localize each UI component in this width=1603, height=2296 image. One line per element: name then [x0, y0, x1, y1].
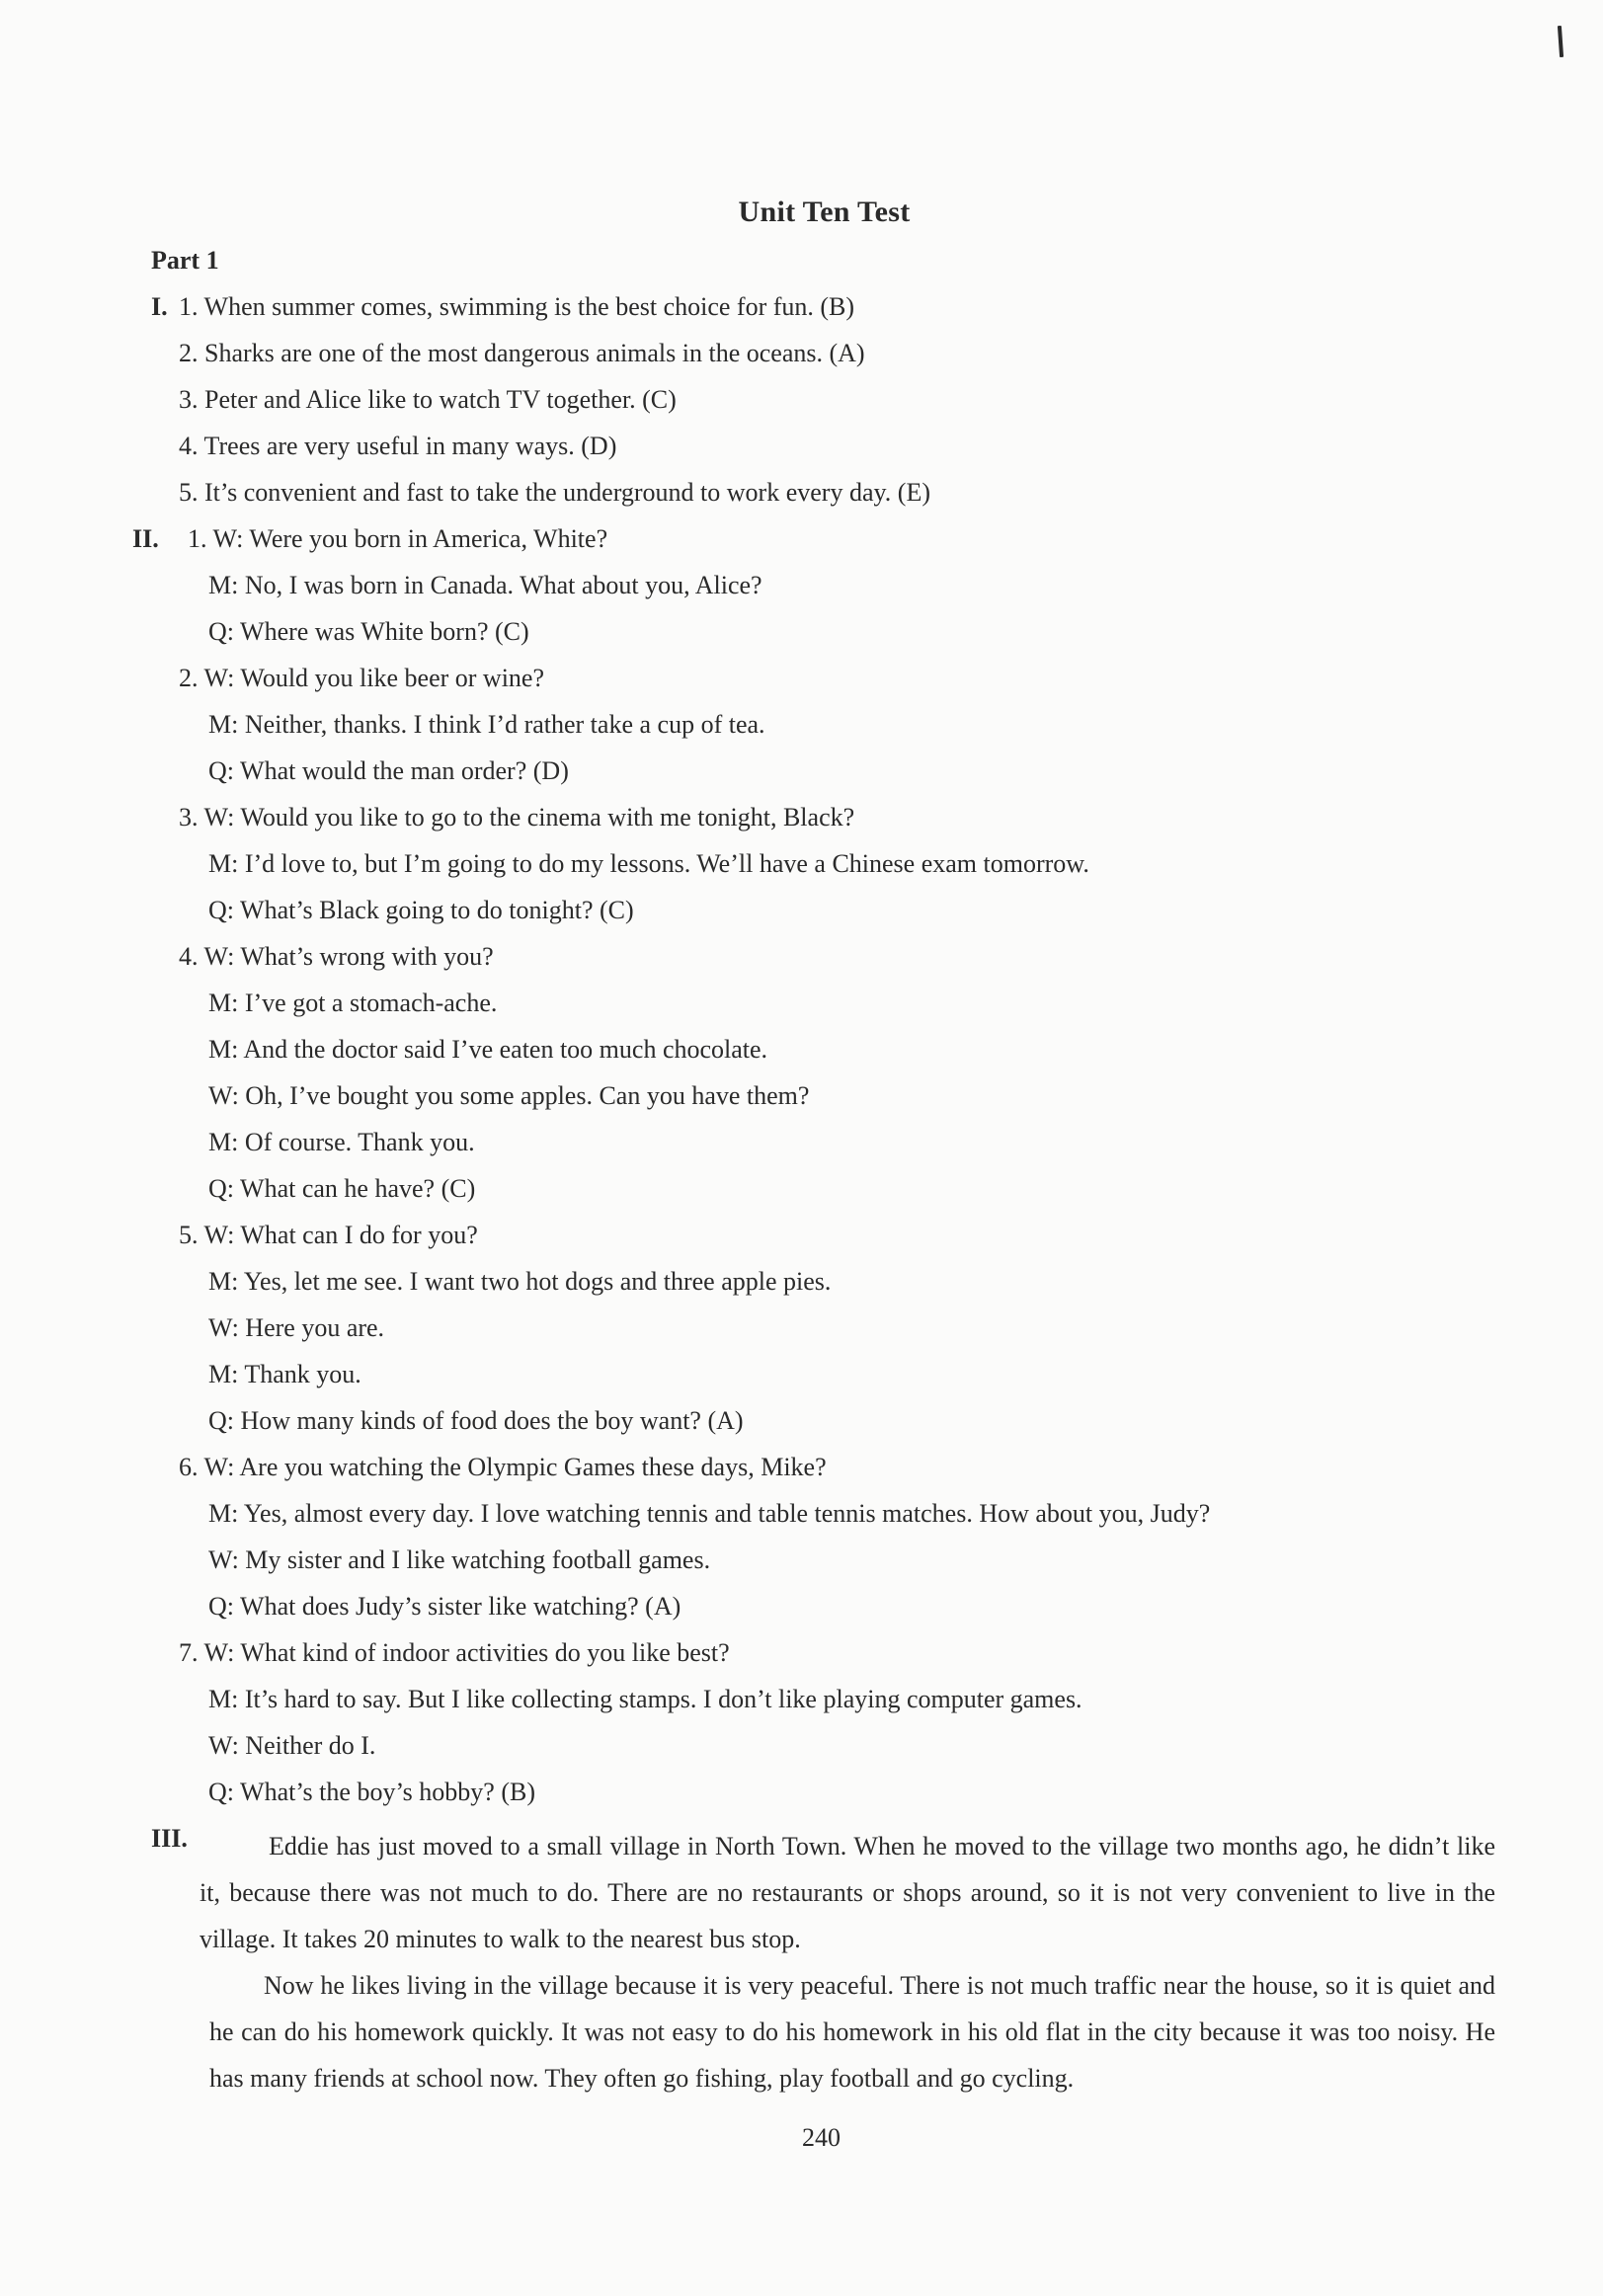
dialogue-line: W: My sister and I like watching football games. [208, 1545, 711, 1574]
dialogue-line: M: Neither, thanks. I think I’d rather take a cup of tea. [208, 710, 765, 739]
dialogue-line: 2. W: Would you like beer or wine? [179, 664, 545, 692]
section-1-item: 2. Sharks are one of the most dangerous animals in the oceans. (A) [179, 339, 865, 367]
dialogue-line: 1. W: Were you born in America, White? [188, 524, 608, 553]
dialogue-line: 5. W: What can I do for you? [179, 1221, 478, 1249]
dialogue-line: 4. W: What’s wrong with you? [179, 942, 494, 971]
dialogue-line: M: No, I was born in Canada. What about you, Alice? [208, 571, 762, 599]
section-2-numeral: II. [132, 524, 159, 553]
dialogue-line: M: Yes, almost every day. I love watching tennis and table tennis matches. How about you, Judy? [208, 1499, 1211, 1528]
section-3-numeral: III. [151, 1824, 188, 1853]
dialogue-line: W: Oh, I’ve bought you some apples. Can you have them? [208, 1081, 810, 1110]
dialogue-line: M: I’d love to, but I’m going to do my lessons. We’ll have a Chinese exam tomorrow. [208, 849, 1089, 878]
part-heading: Part 1 [151, 246, 219, 275]
section-1-item: 1. When summer comes, swimming is the best choice for fun. (B) [179, 292, 855, 321]
section-1-numeral: I. [151, 292, 168, 321]
passage-paragraph: Eddie has just moved to a small village in North Town. When he moved to the village two months ago, he didn’t like it, because there was not much to do. There are no restaurants or shops around, so it is not very convenient to live in the village. It takes 20 minutes to walk to the nearest bus stop. [200, 1832, 1495, 1953]
section-1-item: 3. Peter and Alice like to watch TV together. (C) [179, 385, 677, 414]
dialogue-line: 6. W: Are you watching the Olympic Games these days, Mike? [179, 1453, 827, 1481]
page-number: 240 [802, 2123, 841, 2152]
dialogue-line: 3. W: Would you like to go to the cinema with me tonight, Black? [179, 803, 855, 831]
dialogue-line: W: Neither do I. [208, 1731, 376, 1760]
dialogue-line: M: And the doctor said I’ve eaten too much chocolate. [208, 1035, 768, 1064]
page-title: Unit Ten Test [738, 196, 911, 228]
dialogue-line: 7. W: What kind of indoor activities do you like best? [179, 1638, 730, 1667]
dialogue-line: Q: What would the man order? (D) [208, 756, 569, 785]
section-1-item: 4. Trees are very useful in many ways. (D) [179, 432, 617, 460]
dialogue-line: M: It’s hard to say. But I like collecting stamps. I don’t like playing computer games. [208, 1685, 1082, 1713]
dialogue-line: Q: How many kinds of food does the boy want? (A) [208, 1406, 744, 1435]
scan-mark [1558, 26, 1563, 57]
dialogue-line: Q: What does Judy’s sister like watching? (A) [208, 1592, 681, 1621]
section-1-item: 5. It’s convenient and fast to take the underground to work every day. (E) [179, 478, 930, 507]
dialogue-line: M: I’ve got a stomach-ache. [208, 989, 498, 1017]
passage-paragraph: Now he likes living in the village because it is very peaceful. There is not much traffic near the house, so it is quiet and he can do his homework quickly. It was not easy to do his homework in his old flat in the city because it was too noisy. He has many friends at school now. They often go fishing, play football and go cycling. [209, 1971, 1495, 2093]
dialogue-line: Q: Where was White born? (C) [208, 617, 529, 646]
dialogue-line: M: Of course. Thank you. [208, 1128, 475, 1156]
dialogue-line: Q: What can he have? (C) [208, 1174, 476, 1203]
dialogue-line: Q: What’s Black going to do tonight? (C) [208, 896, 634, 924]
dialogue-line: M: Thank you. [208, 1360, 361, 1388]
dialogue-line: W: Here you are. [208, 1313, 385, 1342]
dialogue-line: M: Yes, let me see. I want two hot dogs and three apple pies. [208, 1267, 832, 1296]
dialogue-line: Q: What’s the boy’s hobby? (B) [208, 1778, 535, 1806]
